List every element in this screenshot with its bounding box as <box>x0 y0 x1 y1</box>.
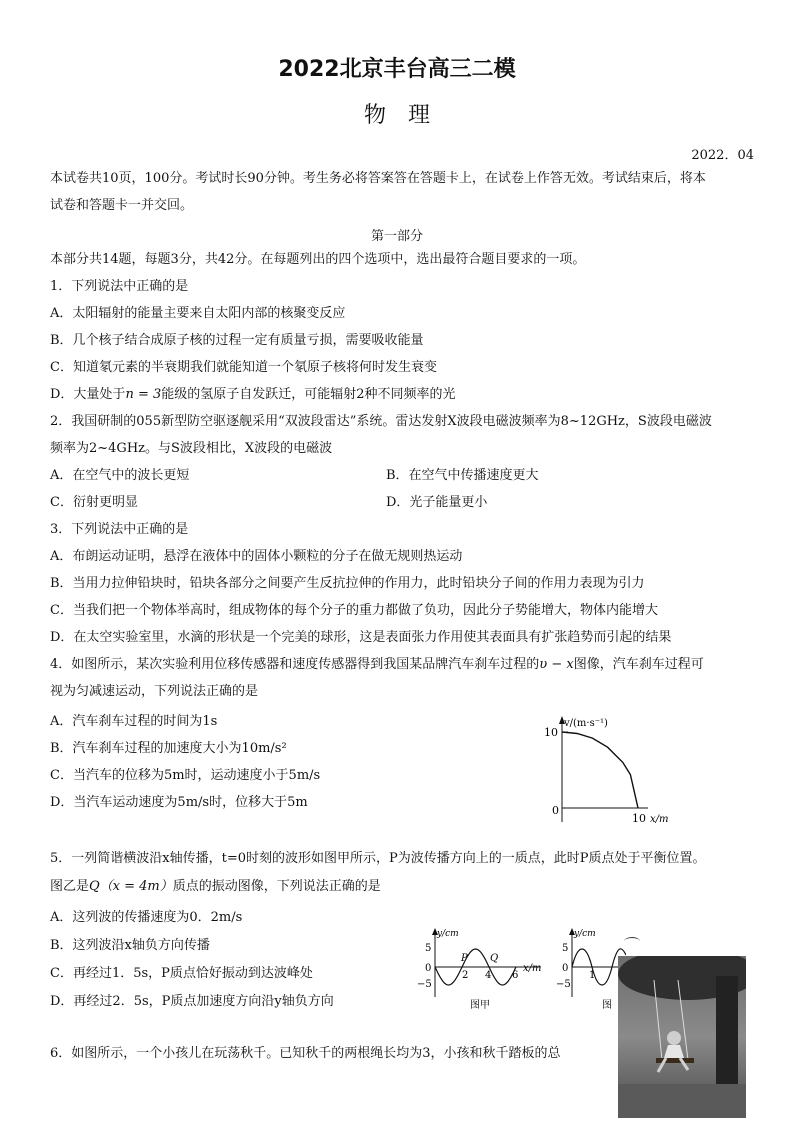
vx-y-tick-label: 10 <box>544 726 558 739</box>
q2-option-a: A．在空气中的波长更短 <box>50 468 190 483</box>
q4-option-a: A．汽车刹车过程的时间为1s <box>50 714 218 729</box>
q1-option-c: C．知道氡元素的半衰期我们就能知道一个氡原子核将何时发生衰变 <box>50 360 437 375</box>
figure-fragment <box>624 937 640 946</box>
intro-line-1: 本试卷共10页，100分。考试时长90分钟。考生务必将答案答在答题卡上，在试卷上作答无效。考试结束后，将本 <box>50 171 706 186</box>
q3-option-b: B．当用力拉伸铅块时，铅块各部分之间要产生反抗拉伸的作用力，此时铅块分子间的作用力表现为引力 <box>50 576 645 591</box>
q1-stem: 1．下列说法中正确的是 <box>50 279 189 294</box>
yi-ytick-0: 0 <box>562 963 569 974</box>
jia-xtick-2: 2 <box>462 970 469 981</box>
subject-title: 物 理 <box>363 103 430 128</box>
vx-xlabel: x/m <box>650 814 669 825</box>
q3-option-d: D．在太空实验室里，水滴的形状是一个完美的球形，这是表面张力作用使其表面具有扩张趋势而引起的结果 <box>50 630 672 645</box>
q4-option-c: C．当汽车的位移为5m时，运动速度小于5m/s <box>50 768 321 783</box>
jia-ytick-neg5: −5 <box>417 979 432 990</box>
swing-seat <box>656 1058 694 1063</box>
exam-title: 2022北京丰台高三二模 <box>278 57 516 82</box>
jia-ytick-0: 0 <box>425 963 432 974</box>
q1-option-d: D．大量处于n = 3能级的氢原子自发跃迁，可能辐射2种不同频率的光 <box>50 387 456 402</box>
q5-option-b: B．这列波沿x轴负方向传播 <box>50 938 210 953</box>
yi-ytick-neg5: −5 <box>556 979 571 990</box>
ground <box>618 1084 746 1118</box>
jia-caption: 图甲 <box>470 1000 490 1011</box>
q5-stem-line-1: 5．一列简谐横波沿x轴传播，t=0时刻的波形如图甲所示，P为波传播方向上的一质点，此时P质点处于平衡位置。 <box>50 851 706 866</box>
vx-origin-label: 0 <box>552 804 559 817</box>
intro-line-2: 试卷和答题卡一并交回。 <box>50 198 194 213</box>
jia-ylabel: y/cm <box>437 929 459 939</box>
yi-caption: 图 <box>602 1000 612 1011</box>
q2-option-b: B．在空气中传播速度更大 <box>386 468 539 483</box>
q1-option-b: B．几个核子结合成原子核的过程一定有质量亏损，需要吸收能量 <box>50 333 424 348</box>
swing-photo <box>618 956 746 1118</box>
part-heading: 第一部分 <box>370 229 423 244</box>
q5-stem-line-2: 图乙是Q（x = 4m）质点的振动图像，下列说法正确的是 <box>50 879 381 894</box>
jia-xtick-6: 6 <box>512 970 519 981</box>
exam-date: 2022．04 <box>691 148 754 163</box>
q4-stem-line-2: 视为匀减速运动，下列说法正确的是 <box>50 684 259 699</box>
q5-option-d: D．再经过2．5s，P质点加速度方向沿y轴负方向 <box>50 994 334 1009</box>
jia-label-p: P <box>461 953 468 964</box>
q3-option-c: C．当我们把一个物体举高时，组成物体的每个分子的重力都做了负功，因此分子势能增大，物体内能增大 <box>50 603 658 618</box>
vx-ylabel: v/(m·s⁻¹) <box>564 718 608 729</box>
q2-stem-line-2: 频率为2~4GHz。与S波段相比，X波段的电磁波 <box>50 441 333 456</box>
vx-curve <box>562 732 638 808</box>
q3-stem: 3．下列说法中正确的是 <box>50 522 189 537</box>
q2-option-c: C．衍射更明显 <box>50 495 138 510</box>
yi-xtick-1: 1 <box>589 970 596 981</box>
child-head <box>667 1031 681 1045</box>
q5-option-a: A．这列波的传播速度为0．2m/s <box>50 910 243 925</box>
q3-option-a: A．布朗运动证明，悬浮在液体中的固体小颗粒的分子在做无规则热运动 <box>50 549 463 564</box>
jia-ytick-5: 5 <box>425 943 432 954</box>
q6-stem: 6．如图所示，一个小孩儿在玩荡秋千。已知秋千的两根绳长均为3，小孩和秋千踏板的总 <box>50 1046 561 1061</box>
yi-ylabel: y/cm <box>574 929 596 939</box>
jia-xlabel: x/m <box>523 963 542 974</box>
vx-graph <box>530 710 690 828</box>
yi-ytick-5: 5 <box>562 943 569 954</box>
q2-stem-line-1: 2．我国研制的055新型防空驱逐舰采用“双波段雷达”系统。雷达发射X波段电磁波频率为8~12GHz，S波段电磁波 <box>50 414 712 429</box>
jia-label-q: Q <box>490 953 499 964</box>
jia-xtick-4: 4 <box>485 970 492 981</box>
vx-x-tick-label: 10 <box>632 812 646 825</box>
wave-graph-yi <box>556 925 626 1015</box>
q4-option-b: B．汽车刹车过程的加速度大小为10m/s² <box>50 741 287 756</box>
q2-option-d: D．光子能量更小 <box>386 495 488 510</box>
part-instructions: 本部分共14题，每题3分，共42分。在每题列出的四个选项中，选出最符合题目要求的一项。 <box>50 252 586 267</box>
q1-option-a: A．太阳辐射的能量主要来自太阳内部的核聚变反应 <box>50 306 346 321</box>
wave-graph-jia <box>415 925 555 1015</box>
q4-option-d: D．当汽车运动速度为5m/s时，位移大于5m <box>50 795 308 810</box>
q4-stem-line-1: 4．如图所示，某次实验利用位移传感器和速度传感器得到我国某品牌汽车刹车过程的υ − x图像，汽车刹车过程可 <box>50 657 704 672</box>
q5-option-c: C．再经过1．5s，P质点恰好振动到达波峰处 <box>50 966 313 981</box>
